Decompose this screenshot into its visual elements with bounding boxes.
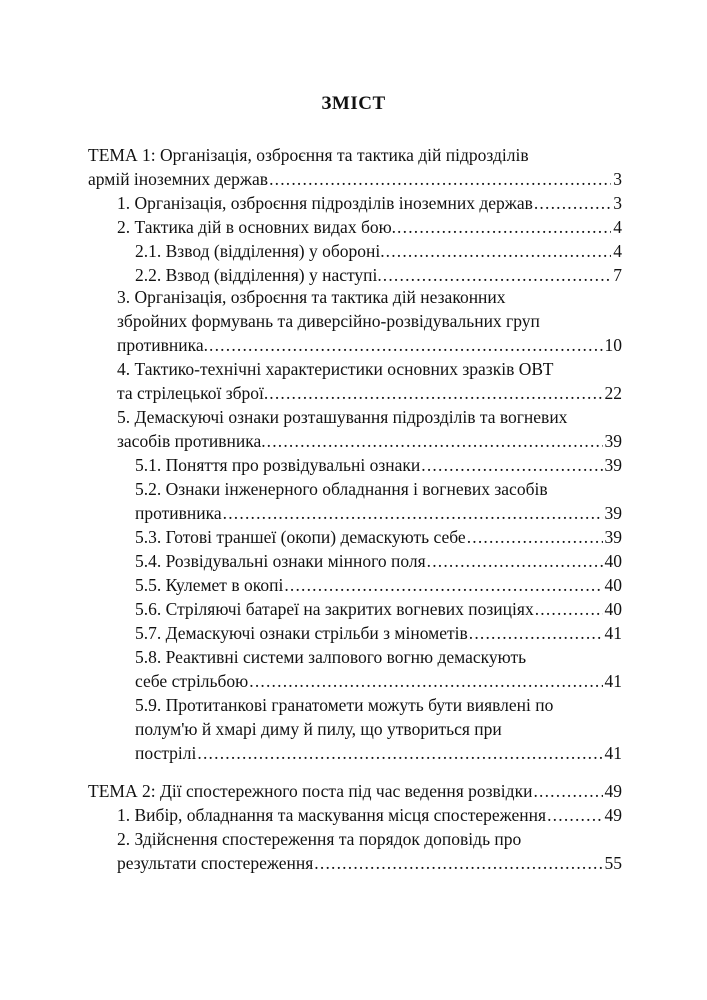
toc-entry-text: 5.4. Розвідувальні ознаки мінного поля <box>135 551 426 571</box>
dot-leader <box>467 525 603 549</box>
dot-leader <box>421 453 602 477</box>
toc-entry <box>135 741 622 765</box>
dot-leader <box>267 429 603 453</box>
toc-page-number: 10 <box>604 335 622 355</box>
toc-entry-text: 5.3. Готові траншеї (окопи) демаскують себе <box>135 527 466 547</box>
dot-leader <box>284 573 602 597</box>
dot-leader <box>397 215 611 239</box>
toc-entry-text: 5.9. Протитанкові гранатомети можуть бути виявлені по <box>135 695 554 715</box>
dot-leader <box>314 851 602 875</box>
toc-entry <box>135 597 622 621</box>
toc-entry-text: пострілі <box>135 743 197 763</box>
dot-leader <box>386 239 612 263</box>
toc-entry-text: армій іноземних держав <box>88 169 269 189</box>
toc-page-number: 49 <box>604 805 622 825</box>
dot-leader <box>533 779 602 803</box>
dot-leader <box>547 803 602 827</box>
toc-entry-text: 5.5. Кулемет в окопі <box>135 575 284 595</box>
toc-entry <box>117 333 622 357</box>
dot-leader <box>427 549 603 573</box>
toc-entry-text: 4. Тактико-технічні характеристики основних зразків ОВТ <box>117 359 554 379</box>
toc-entry <box>135 263 622 287</box>
dot-leader <box>269 167 611 191</box>
toc-page-number: 40 <box>604 551 622 571</box>
toc-entry-text: 2. Тактика дій в основних видах бою. <box>117 217 397 237</box>
toc-entry <box>117 191 622 215</box>
toc-page-number: 41 <box>604 671 622 691</box>
toc-entry <box>135 239 622 263</box>
dot-leader <box>197 741 602 765</box>
toc-page-number: 3 <box>613 193 622 213</box>
toc-entry-text: 5.6. Стріляючі батареї на закритих вогневих позиціях <box>135 599 534 619</box>
toc-entry <box>135 573 622 597</box>
toc-page-number: 40 <box>604 599 622 619</box>
toc-entry-text: ТЕМА 2: Дії спостережного поста під час ведення розвідки <box>88 781 533 801</box>
toc-entry-text: результати спостереження <box>117 853 314 873</box>
toc-entry <box>88 779 622 803</box>
toc-page-number: 39 <box>604 455 622 475</box>
toc-page-number: 41 <box>604 743 622 763</box>
toc-entry <box>135 621 622 645</box>
dot-leader <box>469 621 603 645</box>
dot-leader <box>534 191 611 215</box>
toc-entry-text: засобів противника. <box>117 431 266 451</box>
toc-page-number: 55 <box>604 853 622 873</box>
toc-entry-text: противника <box>135 503 222 523</box>
toc-page-number: 7 <box>613 265 622 285</box>
toc-entry-text: 1. Вибір, обладнання та маскування місця спостереження <box>117 805 547 825</box>
toc-page-number: 39 <box>604 527 622 547</box>
toc-entry-text: 3. Організація, озброєння та тактика дій незаконних <box>117 287 506 307</box>
toc-entry-text: полум'ю й хмарі диму й пилу, що утвориться при <box>135 719 502 739</box>
toc-entry-text: 5.8. Реактивні системи залпового вогню демаскують <box>135 647 527 667</box>
toc-entry <box>135 525 622 549</box>
toc-entry-text: 5.2. Ознаки інженерного обладнання і вогневих засобів <box>135 479 548 499</box>
toc-entry <box>117 215 622 239</box>
dot-leader <box>223 501 603 525</box>
toc-entry <box>135 501 622 525</box>
toc-entry-text: 2. Здійснення спостереження та порядок доповідь про <box>117 829 522 849</box>
toc-page-number: 22 <box>604 383 622 403</box>
toc-entry-text: 5.1. Поняття про розвідувальні ознаки <box>135 455 421 475</box>
dot-leader <box>209 333 602 357</box>
toc-page-number: 41 <box>604 623 622 643</box>
toc-entry <box>117 429 622 453</box>
toc-entry <box>135 669 622 693</box>
toc-entry-text: 2.1. Взвод (відділення) у обороні. <box>135 241 385 261</box>
toc-entry <box>135 453 622 477</box>
toc-entry <box>135 549 622 573</box>
toc-page-number: 39 <box>604 503 622 523</box>
toc-entry <box>117 803 622 827</box>
toc-entry-text: 1. Організація, озброєння підрозділів іноземних держав <box>117 193 533 213</box>
dot-leader <box>535 597 603 621</box>
toc-entry-text: 5.7. Демаскуючі ознаки стрільби з мінометів <box>135 623 468 643</box>
toc-page-number: 40 <box>604 575 622 595</box>
toc-entry-text: себе стрільбою <box>135 671 249 691</box>
page-title: ЗМІСТ <box>321 93 386 114</box>
toc-entry-text: 2.2. Взвод (відділення) у наступі. <box>135 265 382 285</box>
toc-entry-text: противника. <box>117 335 209 355</box>
toc-page-number: 49 <box>604 781 622 801</box>
toc-page-number: 3 <box>613 169 622 189</box>
toc-entry-text: 5. Демаскуючі ознаки розташування підрозділів та вогневих <box>117 407 568 427</box>
toc-page-number: 4 <box>613 217 622 237</box>
dot-leader <box>249 669 602 693</box>
toc-entry <box>117 381 622 405</box>
toc-entry-text: та стрілецької зброї. <box>117 383 269 403</box>
toc-entry-text: ТЕМА 1: Організація, озброєння та тактика дій підрозділів <box>88 145 529 165</box>
dot-leader <box>383 263 611 287</box>
toc-entry <box>117 851 622 875</box>
toc-page-number: 39 <box>604 431 622 451</box>
toc-entry-text: збройних формувань та диверсійно-розвідувальних груп <box>117 311 540 331</box>
dot-leader <box>269 381 602 405</box>
toc-page-number: 4 <box>613 241 622 261</box>
toc-entry <box>88 167 622 191</box>
